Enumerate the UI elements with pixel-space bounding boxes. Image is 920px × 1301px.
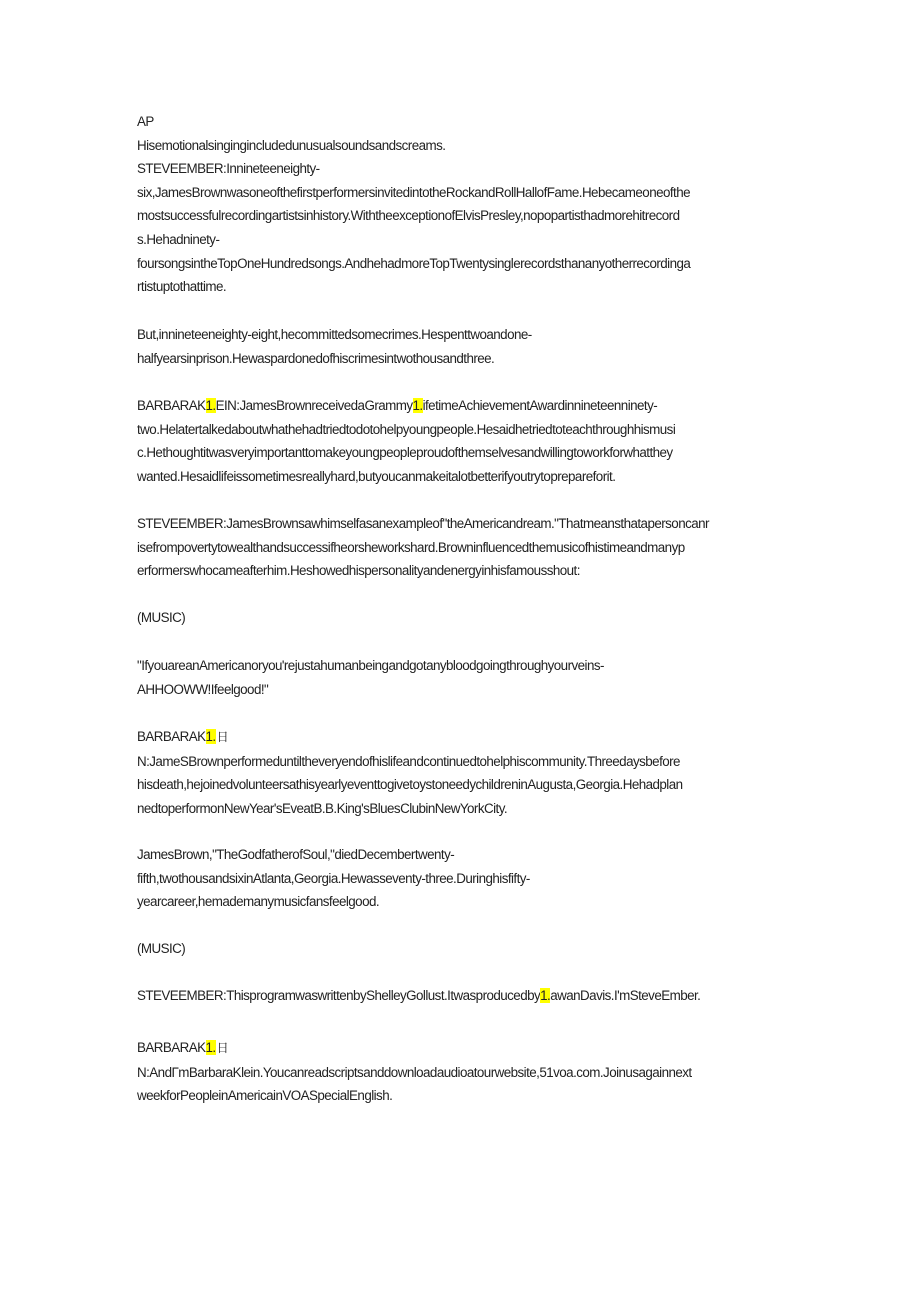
text-line: two.Helatertalkedaboutwhathehadtriedtodotohelpyoungpeople.Hesaidhetriedtoteachthroughhismusi [137, 421, 676, 437]
text-line [137, 394, 787, 418]
text-line: rtistuptothattime. [137, 279, 227, 295]
text-line: N:JameSBrownperformeduntiltheveryendofhislifeandcontinuedtohelphiscommunity.Threedaysbefore [137, 753, 680, 769]
text-line: erformerswhocameafterhim.Heshowedhispersonalityandenergyinhisfamousshout: [137, 563, 580, 579]
text-segment: awanDavis.I'mSteveEmber. [550, 988, 701, 1003]
text-line: nedtoperformonNewYear'sEveatB.B.King'sBluesClubinNewYorkCity. [137, 800, 508, 816]
text-line: (MUSIC) [137, 610, 186, 625]
paragraph-quote [137, 654, 787, 701]
highlight-mark: 1. [540, 988, 551, 1003]
text-segment: ifetimeAchievementAwardinnineteenninety- [422, 398, 658, 413]
text-line: mostsuccessfulrecordingartistsinhistory.WiththeexceptionofElvisPresley,nopopartisthadmorehitrecord [137, 208, 680, 224]
text-line: AHHOOWW!Ifeelgood!" [137, 681, 269, 697]
text-segment: EIN:JamesBrownreceivedaGrammy [215, 398, 413, 413]
text-line: halfyearsinprison.Hewaspardonedofhiscrimesintwothousandthree. [137, 350, 495, 366]
highlight-mark: 1. [412, 398, 423, 413]
speaker-prefix: BARBARAK [137, 398, 206, 413]
paragraph-community [137, 725, 787, 820]
text-line [137, 984, 787, 1008]
text-segment: STEVEEMBER:ThisprogramwaswrittenbyShelleyGollust.Itwasproducedby [137, 988, 541, 1003]
paragraph-prison [137, 323, 787, 370]
text-line: c.Hethoughtitwasveryimportanttomakeyoungpeopleproudofthemselvesandwillingtoworkforwhatthey [137, 445, 673, 461]
text-line: But,innineteeneighty-eight,hecommittedsomecrimes.Hespenttwoandone- [137, 327, 532, 342]
text-line: STEVEEMBER:Innineteeneighty- [137, 161, 320, 177]
glyph-mark: 日 [216, 730, 229, 744]
paragraph-music-cue [137, 606, 787, 630]
text-line: (MUSIC) [137, 941, 186, 956]
text-line [137, 725, 787, 750]
text-line: foursongsintheTopOneHundredsongs.AndhehadmoreTopTwentysinglerecordsthananyotherrecordinga [137, 255, 691, 271]
text-line: hisdeath,hejoinedvolunteersathisyearlyeventtogivetoystoneedychildreninAugusta,Georgia.Hehadplan [137, 777, 683, 793]
text-line: "IfyouareanAmericanoryou'rejustahumanbeingandgotanybloodgoingthroughyourveins- [137, 658, 604, 673]
speaker-prefix: BARBARAK [137, 729, 206, 744]
text-line: weekforPeopleinAmericainVOASpecialEnglish. [137, 1088, 393, 1104]
paragraph-music-cue-2 [137, 937, 787, 961]
glyph-mark: 日 [216, 1041, 229, 1055]
paragraph-death [137, 843, 787, 914]
paragraph-closing [137, 1036, 787, 1108]
paragraph-credits [137, 984, 787, 1008]
text-line: AP [137, 114, 154, 129]
highlight-mark: 1. [205, 729, 216, 744]
text-line: Hisemotionalsingingincludedunusualsoundsandscreams. [137, 137, 446, 153]
text-line: fifth,twothousandsixinAtlanta,Georgia.Hewasseventy-three.Duringhisfifty- [137, 870, 530, 886]
speaker-prefix: BARBARAK [137, 1040, 206, 1055]
paragraph-american-dream [137, 512, 787, 583]
paragraph-grammy [137, 394, 787, 488]
text-line: JamesBrown,"TheGodfatherofSoul,"diedDecembertwenty- [137, 847, 455, 862]
highlight-mark: 1. [205, 398, 216, 413]
text-line: isefrompovertytowealthandsuccessifheorsheworkshard.Browninfluencedthemusicofhistimeandmanyp [137, 539, 685, 555]
text-line [137, 1036, 787, 1061]
paragraph-intro [137, 110, 787, 299]
text-line: STEVEEMBER:JamesBrownsawhimselfasanexampleof"theAmericandream."Thatmeansthatapersoncanr [137, 516, 709, 531]
text-line: N:AndΓmBarbaraKlein.Youcanreadscriptsanddownloadaudioatourwebsite,51voa.com.Joinusagainnext [137, 1064, 692, 1080]
text-line: yearcareer,hemademanymusicfansfeelgood. [137, 894, 380, 910]
highlight-mark: 1. [205, 1040, 216, 1055]
text-line: six,JamesBrownwasoneofthefirstperformersinvitedintotheRockandRollHallofFame.Hebecameoneofthe [137, 184, 691, 200]
text-line: wanted.Hesaidlifeissometimesreallyhard,butyoucanmakeitalotbetterifyoutrytoprepareforit. [137, 468, 616, 484]
text-line: s.Hehadninety- [137, 231, 220, 247]
